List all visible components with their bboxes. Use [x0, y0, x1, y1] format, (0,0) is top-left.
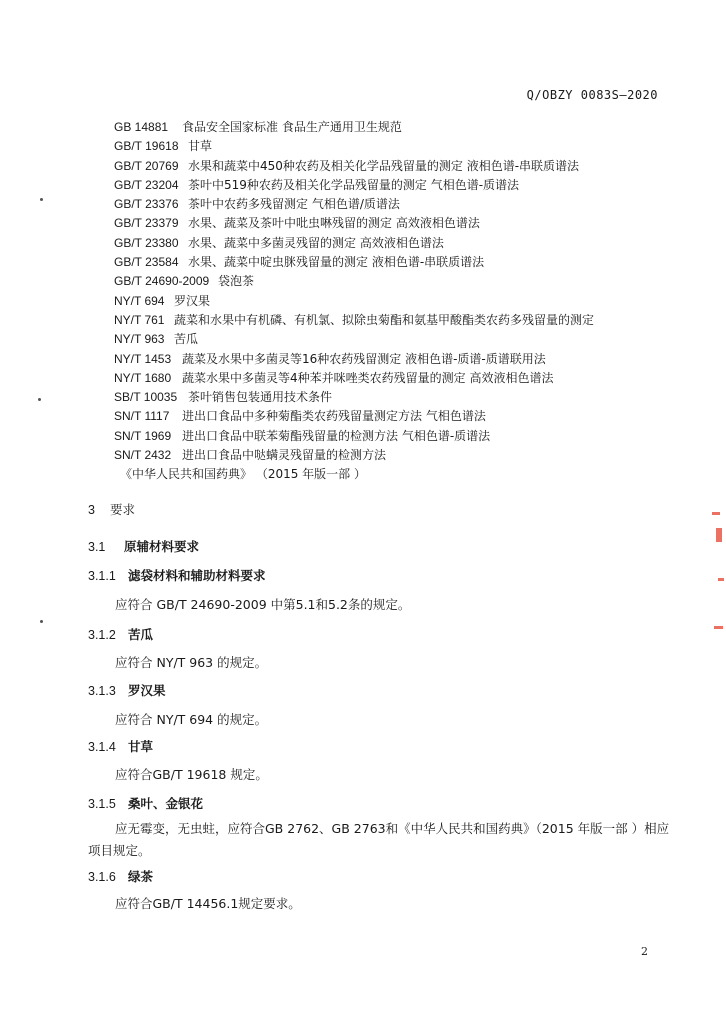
reference-title: 茶叶中农药多残留测定 气相色谱/质谱法 [188, 197, 400, 212]
scan-artifact-mark [714, 626, 723, 629]
reference-code: NY/T 694 [114, 293, 165, 308]
reference-item [114, 118, 674, 137]
reference-item [114, 427, 674, 446]
reference-title: 食品安全国家标准 食品生产通用卫生规范 [182, 120, 402, 134]
document-id: Q/OBZY 0083S—2020 [526, 88, 658, 102]
scan-artifact-mark [716, 528, 722, 542]
section-body: 应符合GB/T 19618 规定。 [115, 767, 268, 782]
section-title: 苦瓜 [128, 627, 154, 642]
normative-references-list [114, 118, 674, 485]
reference-title: 进出口食品中哒螨灵残留量的检测方法 [182, 448, 387, 463]
section-title: 滤袋材料和辅助材料要求 [128, 568, 266, 583]
reference-title: 蔬菜和水果中有机磷、有机氯、拟除虫菊酯和氨基甲酸酯类农药多残留量的测定 [174, 312, 595, 327]
reference-title: 水果、蔬菜中啶虫脒残留量的测定 液相色谱-串联质谱法 [188, 255, 485, 270]
reference-code: SN/T 1969 [114, 428, 172, 443]
section-heading [88, 794, 203, 812]
section-title: 桑叶、金银花 [128, 796, 204, 811]
page-number: 2 [641, 945, 648, 958]
reference-item [114, 157, 674, 176]
reference-item [114, 350, 674, 369]
reference-item [114, 311, 674, 330]
reference-item [114, 330, 674, 349]
reference-item [114, 253, 674, 272]
section-body: 应符合 NY/T 694 的规定。 [115, 712, 268, 727]
reference-item [114, 292, 674, 311]
reference-title: 蔬菜水果中多菌灵等4种苯并咪唑类农药残留量的测定 高效液相色谱法 [182, 370, 554, 385]
reference-item [114, 446, 674, 465]
reference-code: GB/T 23584 [114, 255, 179, 270]
reference-item [114, 388, 674, 407]
reference-title: 进出口食品中联苯菊酯残留量的检测方法 气相色谱-质谱法 [182, 428, 491, 443]
section-heading [88, 681, 166, 699]
reference-item [114, 214, 674, 233]
reference-title: 茶叶中519种农药及相关化学品残留量的测定 气相色谱-质谱法 [188, 177, 520, 192]
scan-artifact-mark [718, 578, 724, 581]
reference-code: NY/T 1680 [114, 370, 172, 385]
section-body: 应符合 NY/T 963 的规定。 [115, 655, 268, 670]
reference-code: SB/T 10035 [114, 390, 178, 405]
section-body: 应符合 GB/T 24690-2009 中第5.1和5.2条的规定。 [115, 597, 411, 612]
scan-artifact-dot [40, 620, 43, 623]
reference-item [114, 272, 674, 291]
section-title: 罗汉果 [128, 683, 166, 698]
section-number: 3.1.1 [88, 569, 116, 583]
section-heading [88, 737, 153, 755]
reference-title: 水果和蔬菜中450种农药及相关化学品残留量的测定 液相色谱-串联质谱法 [188, 158, 580, 173]
section-number: 3.1 [88, 540, 106, 554]
reference-title: 罗汉果 [174, 293, 211, 308]
reference-item [114, 369, 674, 388]
scan-artifact-dot [40, 198, 43, 201]
reference-code: SN/T 2432 [114, 448, 172, 463]
section-body: 应无霉变，无虫蛀，应符合GB 2762、GB 2763和《中华人民共和国药典》（2015 年版一部 ）相应项目规定。 [88, 821, 670, 858]
reference-title: 苦瓜 [174, 332, 199, 347]
section-title: 甘草 [128, 739, 154, 754]
reference-code: NY/T 761 [114, 312, 165, 327]
section-title: 绿茶 [128, 869, 154, 884]
section-number: 3.1.4 [88, 740, 116, 754]
reference-code: NY/T 963 [114, 332, 165, 347]
reference-title: 袋泡茶 [218, 274, 255, 289]
reference-title: 茶叶销售包装通用技术条件 [188, 390, 333, 405]
reference-code: SN/T 1117 [114, 409, 170, 424]
reference-code: GB/T 24690-2009 [114, 274, 210, 289]
reference-item [114, 137, 674, 156]
section-number: 3.1.5 [88, 797, 116, 811]
section-body: 应符合GB/T 14456.1规定要求。 [115, 896, 301, 911]
scan-artifact-mark [712, 512, 720, 515]
section-title: 原辅材料要求 [124, 539, 200, 554]
section-heading [88, 500, 135, 518]
section-heading [88, 625, 153, 643]
reference-title: 水果、蔬菜及茶叶中吡虫啉残留的测定 高效液相色谱法 [188, 216, 480, 231]
reference-code: GB/T 23376 [114, 197, 179, 212]
reference-title: 甘草 [188, 139, 213, 154]
section-number: 3.1.3 [88, 684, 116, 698]
reference-item [114, 195, 674, 214]
reference-code: GB/T 23379 [114, 216, 179, 231]
reference-code: GB 14881 [114, 120, 169, 134]
section-number: 3.1.2 [88, 628, 116, 642]
reference-code: GB/T 23204 [114, 177, 179, 192]
reference-title: 进出口食品中多种菊酯类农药残留量测定方法 气相色谱法 [182, 409, 486, 424]
reference-code: GB/T 20769 [114, 158, 179, 173]
section-number: 3 [88, 503, 95, 517]
reference-code: GB/T 19618 [114, 139, 179, 154]
section-number: 3.1.6 [88, 870, 116, 884]
section-title: 要求 [110, 502, 136, 517]
reference-code: NY/T 1453 [114, 351, 172, 366]
reference-title: 水果、蔬菜中多菌灵残留的测定 高效液相色谱法 [188, 235, 444, 250]
section-heading [88, 867, 153, 885]
reference-title: 蔬菜及水果中多菌灵等16种农药残留测定 液相色谱-质谱-质谱联用法 [182, 351, 546, 366]
reference-code: GB/T 23380 [114, 235, 179, 250]
section-heading [88, 566, 266, 584]
scan-artifact-dot [38, 398, 41, 401]
reference-item [114, 407, 674, 426]
reference-item-pharmacopoeia: 《中华人民共和国药典》 （2015 年版一部 ） [120, 467, 366, 482]
section-heading [88, 537, 199, 555]
reference-item [114, 234, 674, 253]
reference-item [114, 176, 674, 195]
